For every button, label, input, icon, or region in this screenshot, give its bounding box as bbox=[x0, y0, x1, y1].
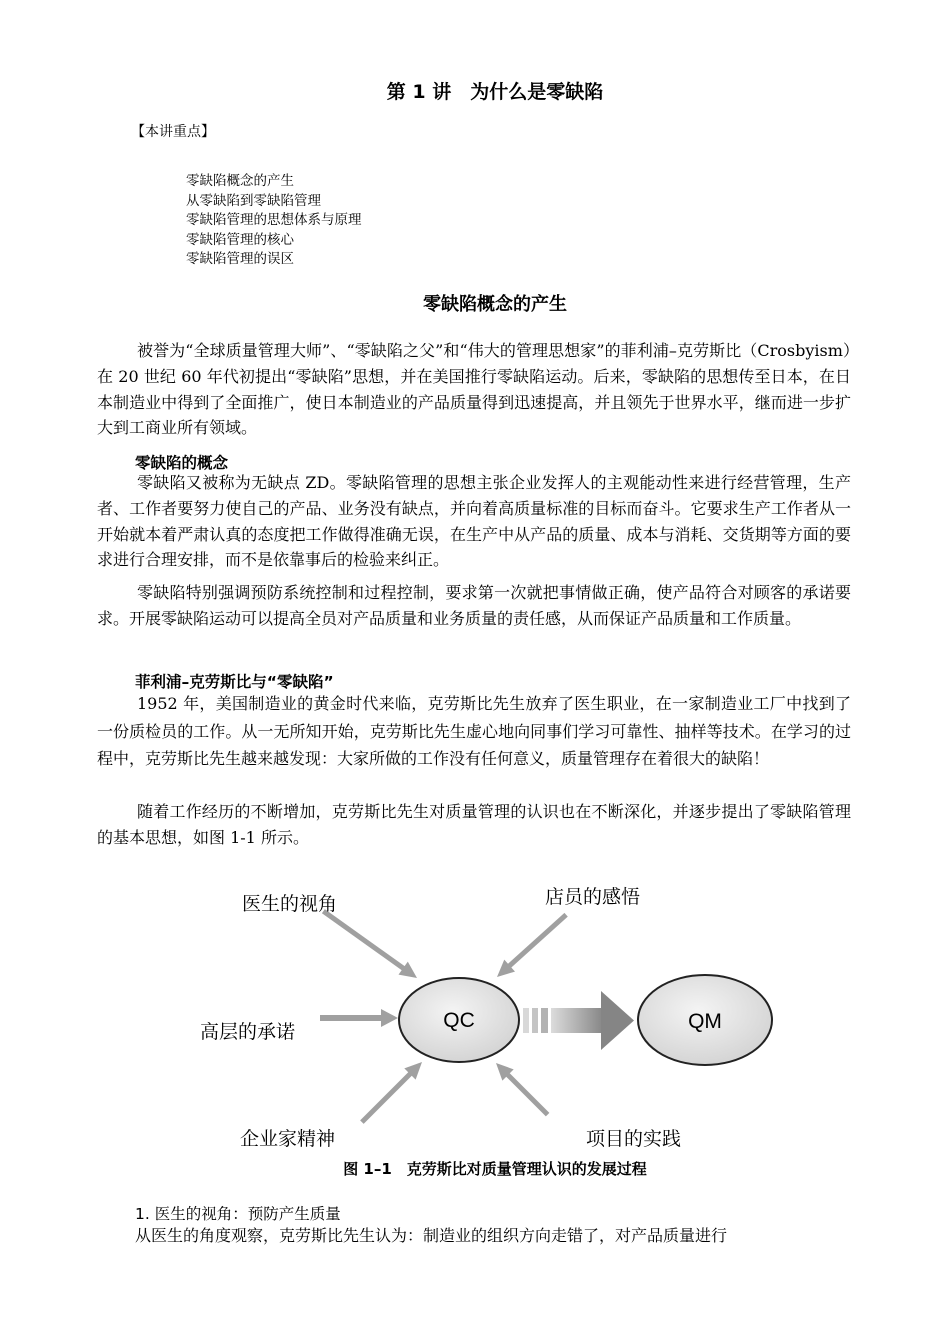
figure-caption: 图 1–1 克劳斯比对质量管理认识的发展过程 bbox=[343, 1160, 647, 1178]
label-project-practice: 项目的实践 bbox=[586, 1128, 682, 1150]
key-points-list bbox=[186, 172, 362, 270]
concept-paragraph-2: 零缺陷特别强调预防系统控制和过程控制，要求第一次就把事情做正确，使产品符合对顾客的承诺要求。开展零缺陷运动可以提高全员对产品质量和业务质量的责任感，从而保证产品质量和工作质量。 bbox=[97, 583, 851, 628]
section-title: 零缺陷概念的产生 bbox=[423, 294, 567, 315]
qc-to-qm-diagram bbox=[180, 875, 800, 1155]
crosby-paragraph-1: 1952 年，美国制造业的黄金时代来临，克劳斯比先生放弃了医生职业，在一家制造业工厂中找到了一份质检员的工作。从一无所知开始，克劳斯比先生虚心地向同事们学习可靠性、抽样等技术。在学习的过程中，克劳斯比先生越来越发现：大家所做的工作没有任何意义，质量管理存在着很大的缺陷！ bbox=[97, 694, 851, 769]
label-clerk-insight: 店员的感悟 bbox=[545, 886, 641, 908]
label-doctor-perspective: 医生的视角 bbox=[242, 893, 338, 915]
item-1-text: 从医生的角度观察，克劳斯比先生认为：制造业的组织方向走错了，对产品质量进行 bbox=[135, 1226, 728, 1245]
arrow-from-entrepreneur bbox=[356, 1056, 427, 1127]
label-entrepreneur-spirit: 企业家精神 bbox=[240, 1128, 336, 1150]
arrow-from-clerk bbox=[492, 909, 572, 983]
arrow-from-leadership bbox=[320, 1009, 398, 1027]
arrow-from-doctor bbox=[319, 905, 422, 985]
key-point-item: 零缺陷概念的产生 bbox=[186, 173, 294, 189]
key-point-item: 零缺陷管理的思想体系与原理 bbox=[186, 212, 362, 229]
lecture-title: 第 1 讲 为什么是零缺陷 bbox=[386, 81, 604, 103]
qc-label: QC bbox=[443, 1009, 475, 1032]
concept-paragraph-1: 零缺陷又被称为无缺点 ZD。零缺陷管理的思想主张企业发挥人的主观能动性来进行经营管理，生产者、工作者要努力使自己的产品、业务没有缺点，并向着高质量标准的目标而奋斗。它要求生产工作者从一开始就本着严肃认真的态度把工作做得准确无误，在生产中从产品的质量、成本与消耗、交货期等方面的要求进行合理安排，而不是依靠事后的检验来纠正。 bbox=[97, 473, 851, 570]
intro-paragraph: 被誉为“全球质量管理大师”、“零缺陷之父”和“伟大的管理思想家”的菲利浦–克劳斯比（Crosbyism）在 20 世纪 60 年代初提出“零缺陷”思想，并在美国推行零缺陷运动。后来，零缺陷的思想传至日本，在日本制造业中得到了全面推广，使日本制造业的产品质量得到迅速提高，并且领先于世界水平，继而进一步扩大到工商业所有领域。 bbox=[97, 341, 851, 438]
qc-to-qm-arrow bbox=[523, 991, 634, 1050]
crosby-heading: 菲利浦–克劳斯比与“零缺陷” bbox=[135, 673, 334, 691]
key-points-label: 【本讲重点】 bbox=[131, 124, 215, 140]
concept-heading: 零缺陷的概念 bbox=[135, 454, 229, 472]
item-1-heading: 1. 医生的视角：预防产生质量 bbox=[135, 1205, 341, 1223]
arrow-from-project bbox=[490, 1057, 553, 1120]
key-point-item: 从零缺陷到零缺陷管理 bbox=[186, 192, 321, 209]
key-point-item: 零缺陷管理的误区 bbox=[186, 251, 294, 268]
qm-label: QM bbox=[688, 1010, 722, 1033]
key-point-item: 零缺陷管理的核心 bbox=[186, 231, 294, 248]
label-leadership-commitment: 高层的承诺 bbox=[200, 1021, 296, 1043]
crosby-paragraph-2: 随着工作经历的不断增加，克劳斯比先生对质量管理的认识也在不断深化，并逐步提出了零缺陷管理的基本思想，如图 1-1 所示。 bbox=[97, 802, 851, 847]
